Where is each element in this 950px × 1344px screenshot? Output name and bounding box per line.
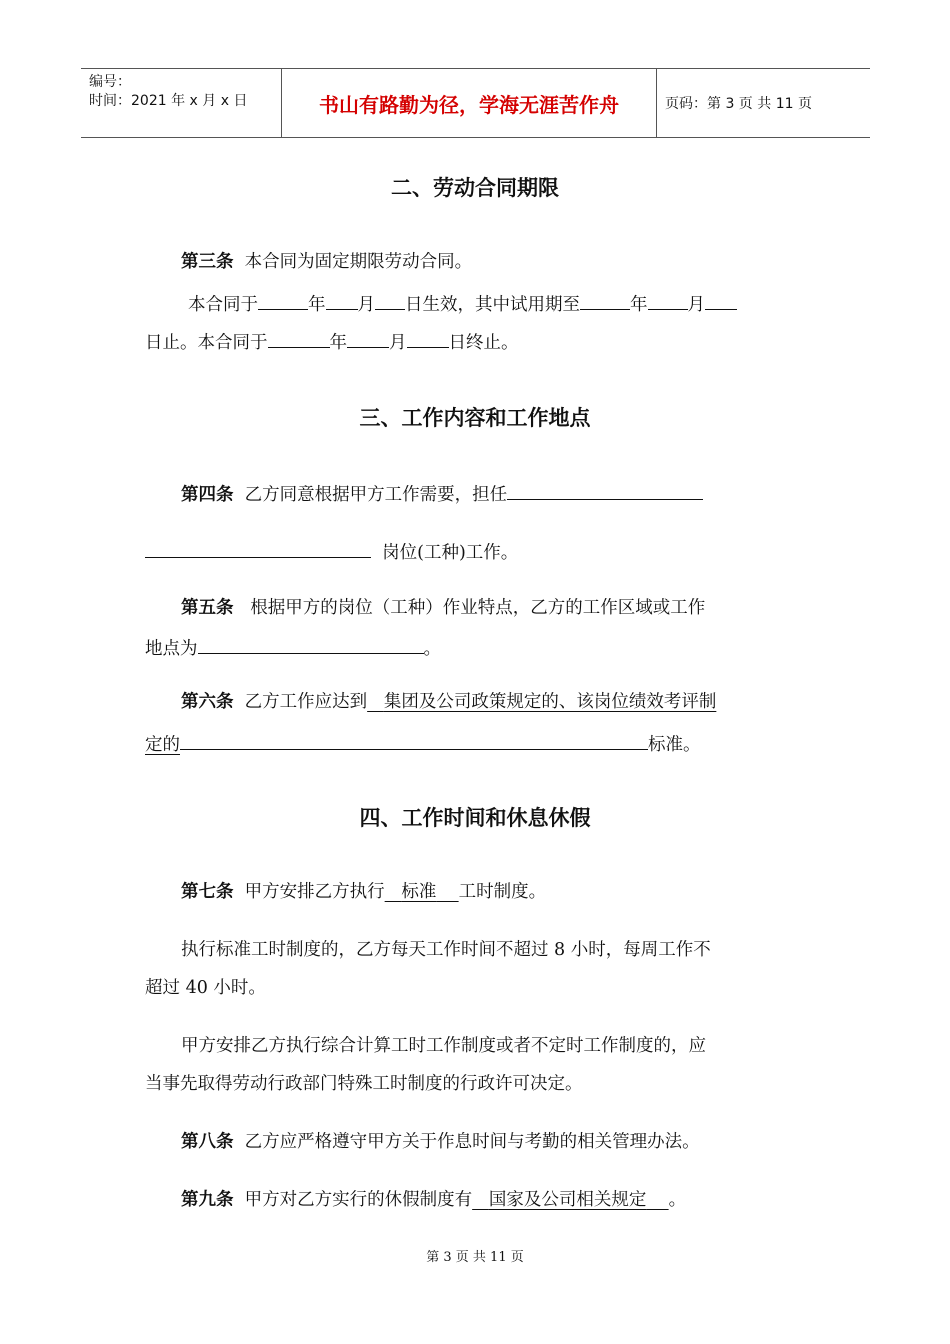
- effective-day-blank[interactable]: [375, 290, 405, 310]
- article-3-dates-line2: [145, 328, 519, 355]
- article-3-dates-line1: [188, 290, 737, 317]
- end-year-blank[interactable]: [268, 328, 330, 348]
- year-label: 年: [630, 295, 648, 315]
- termination-prefix: 日止。本合同于: [145, 333, 268, 353]
- article-4-cont: [145, 538, 518, 565]
- work-location-blank[interactable]: [198, 634, 424, 654]
- article-5-text: 根据甲方的岗位（工种）作业特点，乙方的工作区域或工作: [250, 598, 706, 618]
- article-9-end: 。: [668, 1190, 687, 1210]
- article-7-para3-line1: 甲方安排乙方执行综合计算工时工作制度或者不定时工作制度的，应: [181, 1036, 706, 1056]
- probation-day-blank[interactable]: [705, 290, 737, 310]
- performance-standard-blank[interactable]: [180, 730, 648, 750]
- article-5-cont: [145, 634, 441, 661]
- probation-text: 日生效，其中试用期至: [405, 295, 580, 315]
- month-label: 月: [687, 295, 705, 315]
- article-9-label: 第九条: [181, 1190, 234, 1210]
- article-3: [181, 250, 472, 274]
- year-label: 年: [329, 333, 347, 353]
- article-6-cont: [145, 730, 701, 757]
- header-motto: 书山有路勤为径，学海无涯苦作舟: [281, 69, 657, 137]
- month-label: 月: [389, 333, 407, 353]
- article-8: [181, 1130, 700, 1154]
- end-month-blank[interactable]: [347, 328, 389, 348]
- work-hours-system-value: 标准: [401, 882, 437, 902]
- section-title-contract-term: 二、劳动合同期限: [391, 176, 559, 200]
- doc-time-label: 时间：2021 年 x 月 x 日: [89, 93, 248, 109]
- effective-date-prefix: 本合同于: [188, 295, 258, 315]
- position-blank-2[interactable]: [145, 538, 371, 558]
- page-footer: 第 3 页 共 11 页: [426, 1250, 524, 1265]
- article-4-label: 第四条: [181, 485, 234, 505]
- article-6-end: 标准。: [648, 735, 701, 755]
- article-7-label: 第七条: [181, 882, 234, 902]
- article-6-text: 乙方工作应达到: [244, 692, 368, 712]
- article-7-text: 甲方安排乙方执行: [244, 882, 385, 902]
- article-7-para3-line2: 当事先取得劳动行政部门特殊工时制度的行政许可决定。: [145, 1074, 583, 1094]
- performance-standard-text: 集团及公司政策规定的、该岗位绩效考评制: [383, 692, 717, 712]
- header-meta: [81, 69, 281, 137]
- header-page-info: 页码：第 3 页 共 11 页: [665, 96, 812, 112]
- article-4: [181, 480, 703, 507]
- doc-number-label: 编号：: [89, 74, 131, 90]
- article-3-text: 本合同为固定期限劳动合同。: [244, 252, 473, 272]
- article-4-tail: 岗位(工种)工作。: [382, 543, 519, 563]
- article-7-para2-line1: 执行标准工时制度的，乙方每天工作时间不超过 8 小时，每周工作不: [181, 940, 711, 960]
- leave-system-fill: [472, 1190, 668, 1210]
- section-title-work-content: 三、工作内容和工作地点: [359, 406, 591, 430]
- probation-year-blank[interactable]: [580, 290, 630, 310]
- end-day-blank[interactable]: [407, 328, 449, 348]
- year-label: 年: [308, 295, 326, 315]
- article-9: [181, 1188, 686, 1212]
- article-8-text: 乙方应严格遵守甲方关于作息时间与考勤的相关管理办法。: [244, 1132, 700, 1152]
- article-7: [181, 880, 546, 904]
- article-5-label: 第五条: [181, 598, 234, 618]
- probation-month-blank[interactable]: [648, 290, 688, 310]
- performance-standard-text-2: 定的: [145, 735, 180, 755]
- article-5: [181, 596, 705, 620]
- article-6-label: 第六条: [181, 692, 234, 712]
- article-7-end: 工时制度。: [458, 882, 547, 902]
- month-label: 月: [357, 295, 375, 315]
- article-5-end: 。: [423, 639, 441, 659]
- article-8-label: 第八条: [181, 1132, 234, 1152]
- performance-standard-fill: [367, 692, 716, 712]
- effective-year-blank[interactable]: [258, 290, 308, 310]
- article-6: [181, 690, 716, 714]
- section-title-work-hours: 四、工作时间和休息休假: [359, 806, 591, 830]
- article-7-para2-line2: 超过 40 小时。: [145, 978, 266, 998]
- article-4-text: 乙方同意根据甲方工作需要，担任: [244, 485, 508, 505]
- article-9-text: 甲方对乙方实行的休假制度有: [244, 1190, 473, 1210]
- work-location-label: 地点为: [145, 639, 198, 659]
- article-3-label: 第三条: [181, 252, 234, 272]
- header-table: [81, 68, 870, 138]
- position-blank[interactable]: [507, 480, 703, 500]
- leave-system-value: 国家及公司相关规定: [488, 1190, 647, 1210]
- effective-month-blank[interactable]: [326, 290, 358, 310]
- termination-suffix: 日终止。: [448, 333, 519, 353]
- work-hours-system-fill: [385, 882, 459, 902]
